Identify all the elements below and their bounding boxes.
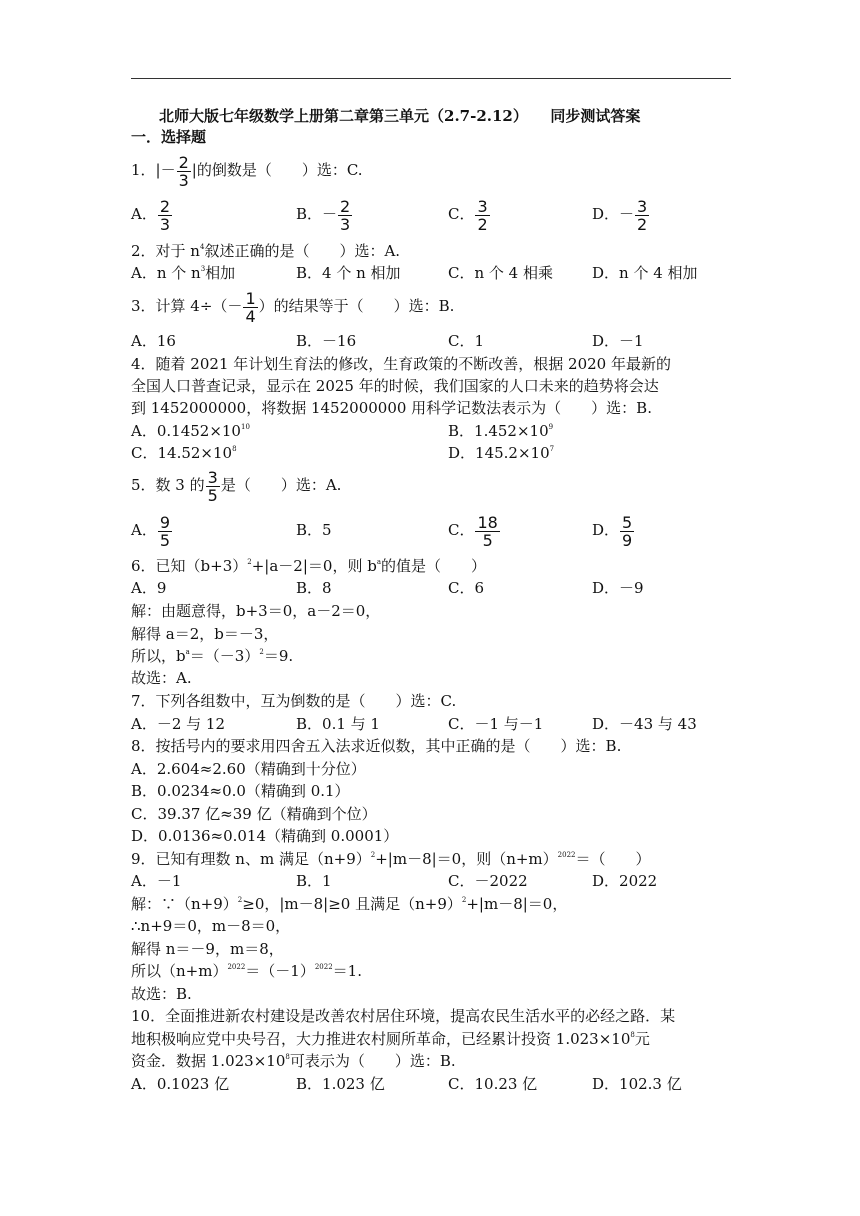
q10-option-c: C．10.23 亿	[448, 1075, 538, 1093]
q7-option-c: C．－1 与－1	[448, 715, 544, 733]
q6-solution-2: 解得 a＝2，b＝－3，	[131, 625, 279, 643]
q9-solution-4: 所以$(n+m)^{2022}=(-1)^{2022}=1$.	[131, 962, 362, 980]
q8-option-c: C．39.37 亿≈39 亿（精确到个位）	[131, 805, 377, 823]
q9-option-a: A．－1	[131, 872, 182, 890]
q6-option-b: B．8	[296, 579, 332, 597]
q3-option-d: D．－1	[592, 332, 644, 350]
q2-option-a: A．n 个 $n^3$相加	[131, 264, 236, 282]
q3-option-b: B．－16	[296, 332, 357, 350]
q7-option-d: D．－43 与 43	[592, 715, 697, 733]
q9-option-b: B．1	[296, 872, 332, 890]
q2-option-c: C．n 个 4 相乘	[448, 264, 553, 282]
q9-solution-2: ∴n+9＝0，m－8＝0，	[131, 917, 291, 935]
q6-option-c: C．6	[448, 579, 485, 597]
q1-fraction: $\frac{2}{3}$	[178, 152, 189, 190]
question-10-line-1: 10．全面推进新农村建设是改善农村居住环境，提高农民生活水平的必经之路．某	[131, 1007, 676, 1025]
question-8-stem: 8．按括号内的要求用四舍五入法求近似数，其中正确的是（ ）选：B.	[131, 737, 622, 755]
q10-option-b: B．1.023 亿	[296, 1075, 385, 1093]
section-heading: 一．选择题	[131, 128, 207, 146]
question-10-line-2: 地积极响应党中央号召，大力推进农村厕所革命，已经累计投资 $1.023\times 10^8$元	[131, 1030, 650, 1048]
q9-option-d: D．2022	[592, 872, 658, 890]
q8-option-b: B．0.0234≈0.0（精确到 0.1）	[131, 782, 350, 800]
question-4-line-2: 全国人口普查记录，显示在 2025 年的时候，我们国家的人口未来的趋势将会达	[131, 377, 659, 395]
q5-option-b: B．5	[296, 521, 332, 539]
q7-option-a: A．－2 与 12	[131, 715, 225, 733]
q8-option-d: D．0.0136≈0.014（精确到 0.0001）	[131, 827, 399, 845]
q6-solution-3: 所以，$b^a=(-3)^2=9$.	[131, 647, 294, 665]
question-3-stem: 3．计算 4÷（－ $\frac{1}{4}$ ）的结果等于（ ）选：B.	[131, 288, 455, 326]
page-title: 北师大版七年级数学上册第二章第三单元（2.7-2.12） 同步测试答案	[159, 107, 641, 125]
question-2-stem: 2．对于 $n^4$叙述正确的是（ ）选：A.	[131, 242, 401, 260]
q4-option-b: B．$1.452\times 10^9$	[448, 422, 554, 440]
q5-fraction: $\frac{3}{5}$	[207, 467, 218, 505]
header-rule	[131, 78, 731, 79]
q9-solution-3: 解得 n＝－9，m＝8，	[131, 940, 284, 958]
q3-option-c: C．1	[448, 332, 485, 350]
q4-option-a: A．$0.1452\times 10^{10}$	[131, 422, 250, 440]
q3-fraction: $\frac{1}{4}$	[245, 288, 256, 326]
q2-option-b: B．4 个 n 相加	[296, 264, 401, 282]
q1-option-d: D．－ $\frac{3}{2}$	[592, 196, 648, 234]
q2-option-d: D．n 个 4 相加	[592, 264, 698, 282]
q4-option-c: C．$14.52\times 10^8$	[131, 444, 237, 462]
question-4-line-3: 到 1452000000，将数据 1452000000 用科学记数法表示为（ ）选：B.	[131, 399, 652, 417]
q5-option-d: D． $\frac{5}{9}$	[592, 512, 633, 550]
question-1-stem: 1．|－ $\frac{2}{3}$ |的倒数是（ ）选：C.	[131, 152, 363, 190]
q9-option-c: C．－2022	[448, 872, 528, 890]
q3-option-a: A．16	[131, 332, 176, 350]
question-6-stem: 6．已知$(b+3)^2+|a-2|=0$，则 $b^a$的值是（ ）	[131, 557, 487, 575]
q1-option-a: A． $\frac{2}{3}$	[131, 196, 171, 234]
question-5-stem: 5．数 3 的 $\frac{3}{5}$ 是（ ）选：A.	[131, 467, 342, 505]
question-10-line-3: 资金．数据 $1.023\times 10^8$可表示为（ ）选：B.	[131, 1052, 456, 1070]
q6-option-a: A．9	[131, 579, 167, 597]
q5-option-a: A． $\frac{9}{5}$	[131, 512, 171, 550]
q10-option-a: A．0.1023 亿	[131, 1075, 230, 1093]
question-7-stem: 7．下列各组数中，互为倒数的是（ ）选：C.	[131, 692, 457, 710]
q9-solution-1: 解：$\because(n+9)^2\ge 0$，|m－8|≥0 且满足$(n+9)^2+|m-8|=0$，	[131, 895, 568, 913]
q1-option-c: C． $\frac{3}{2}$	[448, 196, 488, 234]
q6-solution-4: 故选：A.	[131, 669, 192, 687]
question-9-stem: 9．已知有理数 n、m 满足$(n+9)^2+|m-8|=0$，则$(n+m)^{2022}=$（ ）	[131, 850, 651, 868]
q5-option-c: C． $\frac{18}{5}$	[448, 512, 498, 550]
q4-option-d: D．$145.2\times 10^7$	[448, 444, 555, 462]
q9-solution-5: 故选：B.	[131, 985, 192, 1003]
q6-option-d: D．－9	[592, 579, 644, 597]
q6-solution-1: 解：由题意得，b+3＝0，a－2＝0，	[131, 602, 381, 620]
q10-option-d: D．102.3 亿	[592, 1075, 682, 1093]
q8-option-a: A．2.604≈2.60（精确到十分位）	[131, 760, 366, 778]
q1-option-b: B．－ $\frac{2}{3}$	[296, 196, 351, 234]
question-4-line-1: 4．随着 2021 年计划生育法的修改，生育政策的不断改善，根据 2020 年最新的	[131, 355, 671, 373]
q7-option-b: B．0.1 与 1	[296, 715, 380, 733]
